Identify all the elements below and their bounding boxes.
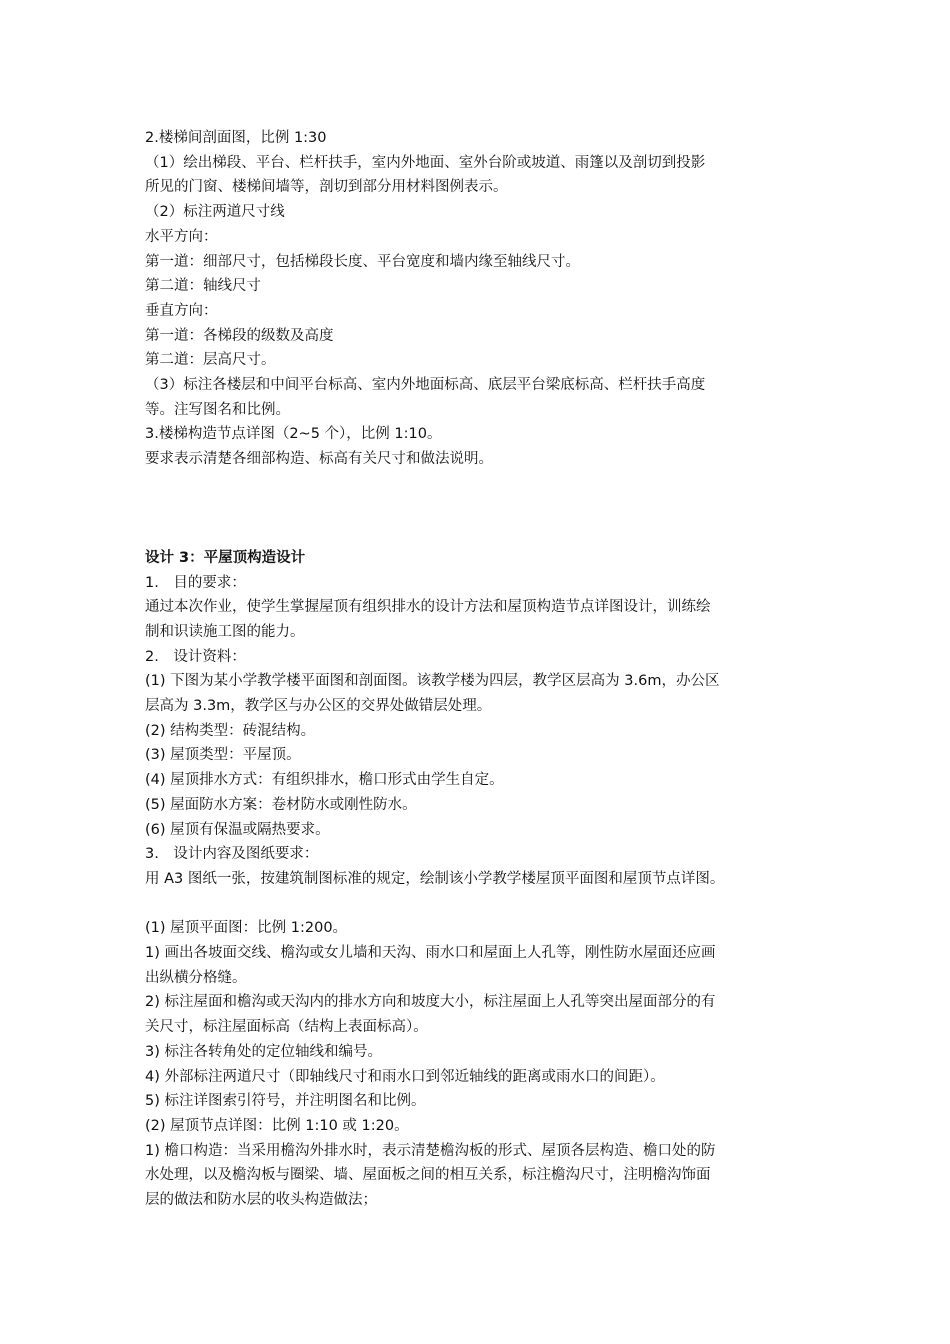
document-page (145, 126, 820, 1213)
text-line: 3.楼梯构造节点详图（2~5 个），比例 1:10。 (145, 426, 442, 443)
text-line: 用 A3 图纸一张，按建筑制图标准的规定，绘制该小学教学楼屋顶平面图和屋顶节点详图。 (145, 870, 725, 887)
text-line: 第二道：轴线尺寸 (145, 278, 261, 295)
text-line: 层的做法和防水层的收头构造做法； (145, 1192, 377, 1209)
text-line: (1) 下图为某小学教学楼平面图和剖面图。该教学楼为四层，教学区层高为 3.6m，办公区 (145, 673, 720, 690)
paragraph-spacer (145, 892, 820, 917)
text-line: (2) 屋顶节点详图：比例 1:10 或 1:20。 (145, 1118, 409, 1134)
text-line: 2. 设计资料： (145, 648, 246, 665)
text-line: 关尺寸，标注屋面标高（结构上表面标高）。 (145, 1019, 428, 1036)
text-line: 2.楼梯间剖面图，比例 1:30 (145, 130, 327, 146)
text-line: 5) 标注详图索引符号，并注明图名和比例。 (145, 1093, 426, 1110)
text-line: （1）绘出梯段、平台、栏杆扶手，室内外地面、室外台阶或坡道、雨篷以及剖切到投影 (145, 154, 706, 171)
text-line: 3) 标注各转角处的定位轴线和编号。 (145, 1043, 382, 1060)
flat-roof-design-section (145, 546, 820, 1213)
text-line: 1) 画出各坡面交线、檐沟或女儿墙和天沟、雨水口和屋面上人孔等，刚性防水屋面还应画 (145, 945, 716, 962)
text-line: （2）标注两道尺寸线 (145, 204, 285, 221)
text-line: 所见的门窗、楼梯间墙等，剖切到部分用材料图例表示。 (145, 179, 508, 196)
text-line: (1) 屋顶平面图：比例 1:200。 (145, 920, 348, 937)
text-line: (3) 屋顶类型：平屋顶。 (145, 747, 301, 764)
text-line: 2) 标注屋面和檐沟或天沟内的排水方向和坡度大小，标注屋面上人孔等突出屋面部分的有 (145, 994, 716, 1011)
text-line: 制和识读施工图的能力。 (145, 623, 305, 640)
text-line: (2) 结构类型：砖混结构。 (145, 722, 316, 739)
section-heading: 设计 3：平屋顶构造设计 (145, 549, 306, 566)
text-line: 通过本次作业，使学生掌握屋顶有组织排水的设计方法和屋顶构造节点详图设计，训练绘 (145, 599, 711, 616)
text-line: 第一道：细部尺寸，包括梯段长度、平台宽度和墙内缘至轴线尺寸。 (145, 253, 580, 270)
text-line: (4) 屋顶排水方式：有组织排水，檐口形式由学生自定。 (145, 772, 504, 789)
text-line: (5) 屋面防水方案：卷材防水或刚性防水。 (145, 796, 417, 813)
text-line: 3. 设计内容及图纸要求： (145, 846, 319, 863)
text-line: 层高为 3.3m，教学区与办公区的交界处做错层处理。 (145, 698, 492, 715)
text-line: 4) 外部标注两道尺寸（即轴线尺寸和雨水口到邻近轴线的距离或雨水口的间距）。 (145, 1068, 665, 1085)
text-line: 1. 目的要求： (145, 574, 246, 591)
stair-section-requirements (145, 126, 820, 472)
text-line: 等。注写图名和比例。 (145, 401, 290, 418)
text-line: 出纵横分格缝。 (145, 969, 247, 986)
text-line: 水平方向： (145, 228, 218, 245)
text-line: 1) 檐口构造：当采用檐沟外排水时，表示清楚檐沟板的形式、屋顶各层构造、檐口处的防 (145, 1142, 716, 1159)
text-line: （3）标注各楼层和中间平台标高、室内外地面标高、底层平台梁底标高、栏杆扶手高度 (145, 377, 706, 394)
text-line: 第一道：各梯段的级数及高度 (145, 327, 334, 344)
section-spacer (145, 472, 820, 546)
text-line: 第二道：层高尺寸。 (145, 352, 276, 369)
text-line: 水处理，以及檐沟板与圈梁、墙、屋面板之间的相互关系，标注檐沟尺寸，注明檐沟饰面 (145, 1167, 711, 1184)
text-line: 要求表示清楚各细部构造、标高有关尺寸和做法说明。 (145, 451, 493, 468)
text-line: (6) 屋顶有保温或隔热要求。 (145, 821, 330, 838)
text-line: 垂直方向： (145, 302, 218, 319)
